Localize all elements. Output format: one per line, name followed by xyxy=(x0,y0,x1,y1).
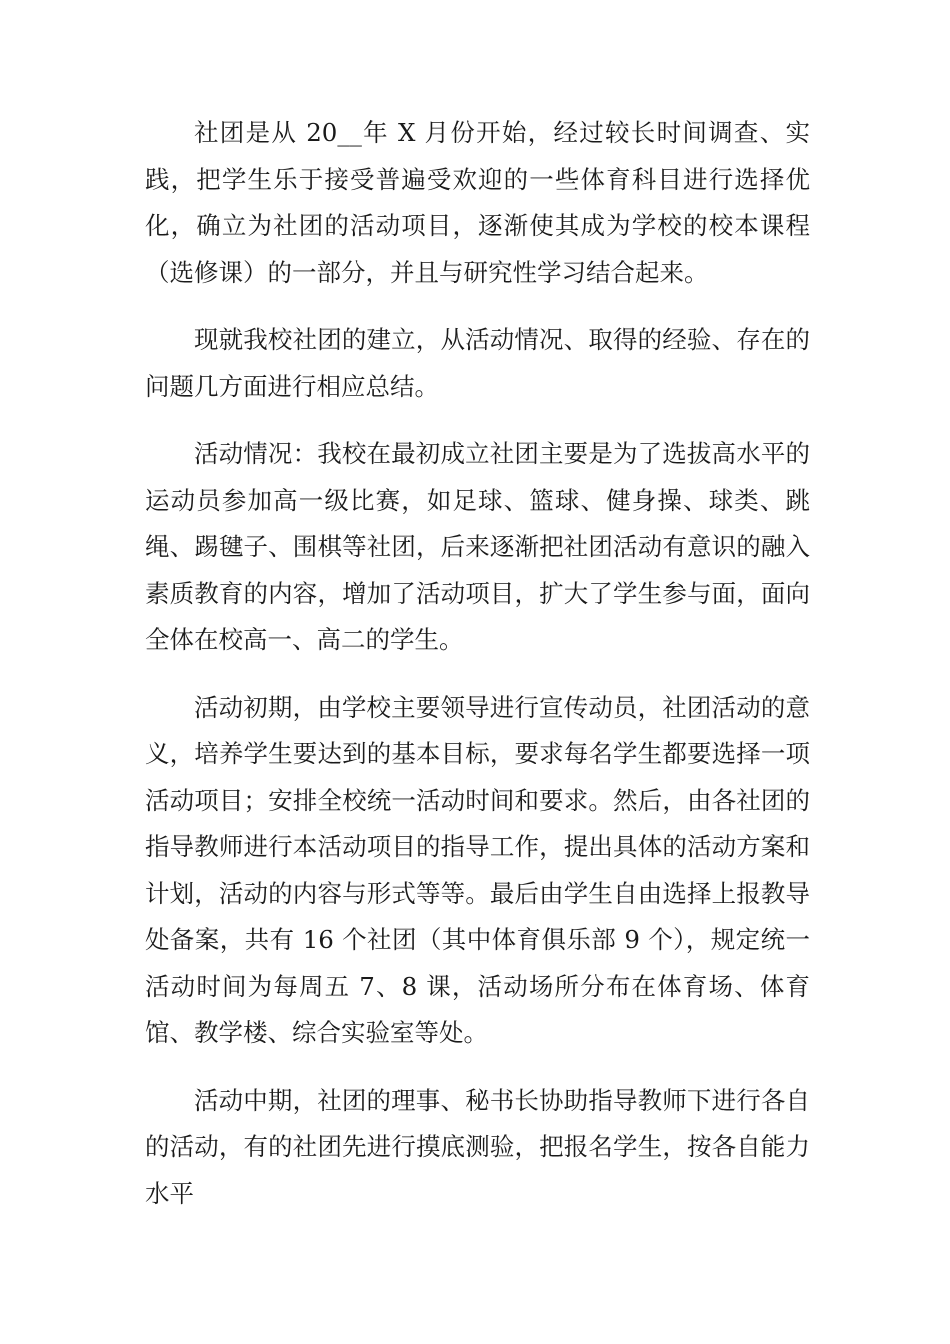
paragraph-middle-stage: 活动中期，社团的理事、秘书长协助指导教师下进行各自的活动，有的社团先进行摸底测验，把报名学生，按各自能力水平 xyxy=(145,1085,810,1208)
paragraph-summary-intro: 现就我校社团的建立，从活动情况、取得的经验、存在的问题几方面进行相应总结。 xyxy=(145,325,810,401)
paragraph-early-stage: 活动初期，由学校主要领导进行宣传动员，社团活动的意义，培养学生要达到的基本目标，要求每名学生都要选择一项活动项目；安排全校统一活动时间和要求。然后，由各社团的指导教师进行本活动项目的指导工作，提出具体的活动方案和计划，活动的内容与形式等等。最后由学生自由选择上报教导处备案，共有 16 个社团（其中体育俱乐部 9 个），规定统一活动时间为每周五 7、8 课，活动场所分布在体育场、体育馆、教学楼、综合实验室等处。 xyxy=(145,692,810,1047)
paragraph-club-origin: 社团是从 20__年 X 月份开始，经过较长时间调查、实践，把学生乐于接受普遍受欢迎的一些体育科目进行选择优化，确立为社团的活动项目，逐渐使其成为学校的校本课程（选修课）的一部分，并且与研究性学习结合起来。 xyxy=(145,118,810,287)
paragraph-activity-situation: 活动情况：我校在最初成立社团主要是为了选拔高水平的运动员参加高一级比赛，如足球、篮球、健身操、球类、跳绳、踢毽子、围棋等社团，后来逐渐把社团活动有意识的融入素质教育的内容，增加了活动项目，扩大了学生参与面，面向全体在校高一、高二的学生。 xyxy=(145,439,810,654)
document-body xyxy=(145,110,810,1238)
